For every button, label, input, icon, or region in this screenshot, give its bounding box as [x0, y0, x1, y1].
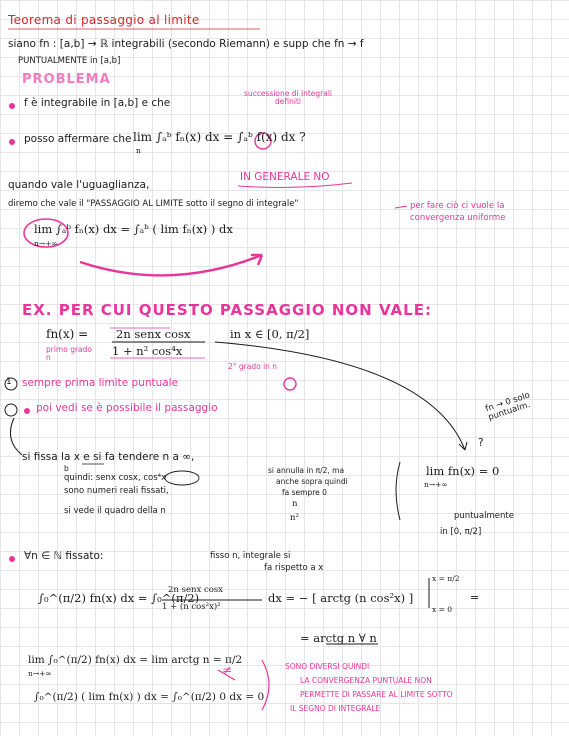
intro-line-1: siano fn : [a,b] → ℝ integrabili (secondo Riemann) e supp che fn → f	[8, 38, 364, 50]
general-underline	[238, 183, 352, 187]
bounds-top: x = π/2	[432, 574, 460, 583]
intro-line-2: PUNTUALMENTE in [a,b]	[18, 56, 121, 66]
note-second-degree: 2° grado in n	[228, 362, 278, 371]
quindi-3: si vede il quadro della n	[64, 506, 166, 516]
integral-lhs: ∫₀^(π/2) fn(x) dx = ∫₀^(π/2)	[38, 591, 200, 605]
equals-end: =	[470, 591, 480, 604]
general-no: IN GENERALE NO	[240, 171, 330, 183]
quindi-2: sono numeri reali fissati,	[64, 486, 169, 496]
bullet	[9, 556, 15, 562]
bounds-bottom: x = 0	[432, 605, 453, 614]
conclusion-2: LA CONVERGENZA PUNTUALE NON	[300, 676, 432, 685]
integral-rhs: dx = − [ arctg (n cos²x) ]	[268, 591, 414, 605]
fn-domain: in x ∈ [0, π/2]	[230, 327, 310, 341]
annulla-1: si annulla in π/2, ma	[268, 466, 345, 475]
annulla-2: anche sopra quindi	[276, 477, 348, 486]
lim-result-sub: n→+∞	[424, 480, 448, 489]
fix-b: b	[64, 464, 69, 473]
says-text: diremo che vale il "PASSAGGIO AL LIMITE sotto il segno di integrale"	[8, 199, 299, 209]
side-fn-zero: fn → 0 solo puntualm.	[484, 390, 532, 424]
step-1-num: 1	[6, 377, 12, 387]
forall-3: fa rispetto a x	[264, 563, 324, 573]
quindi-1: quindi: senx cosx, cos⁴x	[64, 473, 167, 483]
step-2: poi vedi se è possibile il passaggio	[36, 402, 218, 414]
bullet	[9, 139, 15, 145]
puntualmente-2: in [0, π/2]	[440, 527, 482, 537]
conclusion-4: IL SEGNO DI INTEGRALE	[290, 704, 381, 713]
question-1: f è integrabile in [a,b] e che	[24, 97, 171, 109]
puntualmente-1: puntualmente	[454, 511, 514, 521]
conclusion-3: PERMETTE DI PASSARE AL LIMITE SOTTO	[300, 690, 453, 699]
final-1-sub: n→+∞	[28, 669, 52, 678]
step-1: sempre prima limite puntuale	[22, 377, 179, 389]
question-2-prefix: posso affermare che	[24, 133, 132, 145]
arctg-line: = arctg n ∀ n	[300, 631, 377, 645]
example-heading: EX. PER CUI QUESTO PASSAGGIO NON VALE:	[22, 301, 432, 319]
not-equal: ≠	[222, 663, 233, 677]
integral-numerator: 2n senx cosx	[168, 585, 223, 595]
sequence-note: successione di integrali definiti	[244, 89, 332, 107]
problema-heading: PROBLEMA	[22, 72, 111, 87]
annulla-3: fa sempre 0	[282, 488, 327, 497]
forall-1: ∀n ∈ ℕ fissato:	[24, 550, 104, 562]
fix-line: si fissa la x e si fa tendere n a ∞,	[22, 451, 195, 463]
side-note-uniform: per fare ciò ci vuole la convergenza uniforme	[410, 201, 506, 224]
fraction-n2: n²	[290, 513, 299, 523]
bullet	[9, 103, 15, 109]
limit-equation-sub: n→+∞	[34, 239, 58, 248]
fraction-n: n	[292, 499, 298, 509]
curve-arrow	[80, 255, 262, 275]
final-2: ∫₀^(π/2) ( lim fn(x) ) dx = ∫₀^(π/2) 0 dx = 0	[34, 691, 265, 703]
fn-lhs: fn(x) =	[46, 327, 89, 341]
final-1: lim ∫₀^(π/2) fn(x) dx = lim arctg n = π/2	[28, 654, 243, 666]
lim-result: lim fn(x) = 0	[426, 464, 500, 478]
fn-denominator: 1 + n² cos⁴x	[112, 344, 183, 358]
big-arrow	[215, 342, 465, 450]
question-2-math: lim ∫ₐᵇ fₙ(x) dx = ∫ₐᵇ f(x) dx ?	[133, 130, 306, 144]
page-title: Teorema di passaggio al limite	[8, 13, 200, 27]
conclusion-1: SONO DIVERSI QUINDI	[285, 662, 370, 671]
when-text: quando vale l'uguaglianza,	[8, 179, 150, 191]
fn-numerator: 2n senx cosx	[116, 327, 191, 341]
limit-equation: lim ∫ₐᵇ fₙ(x) dx = ∫ₐᵇ ( lim fₙ(x) ) dx	[34, 222, 233, 236]
side-question: ?	[478, 437, 484, 449]
forall-2: fisso n, integrale si	[210, 551, 291, 561]
question-2-lim-sub: n	[136, 146, 141, 155]
integral-denominator: 1 + (n cos²x)²	[162, 602, 221, 612]
bullet	[24, 408, 30, 414]
note-first-degree: primo grado n	[46, 345, 92, 363]
